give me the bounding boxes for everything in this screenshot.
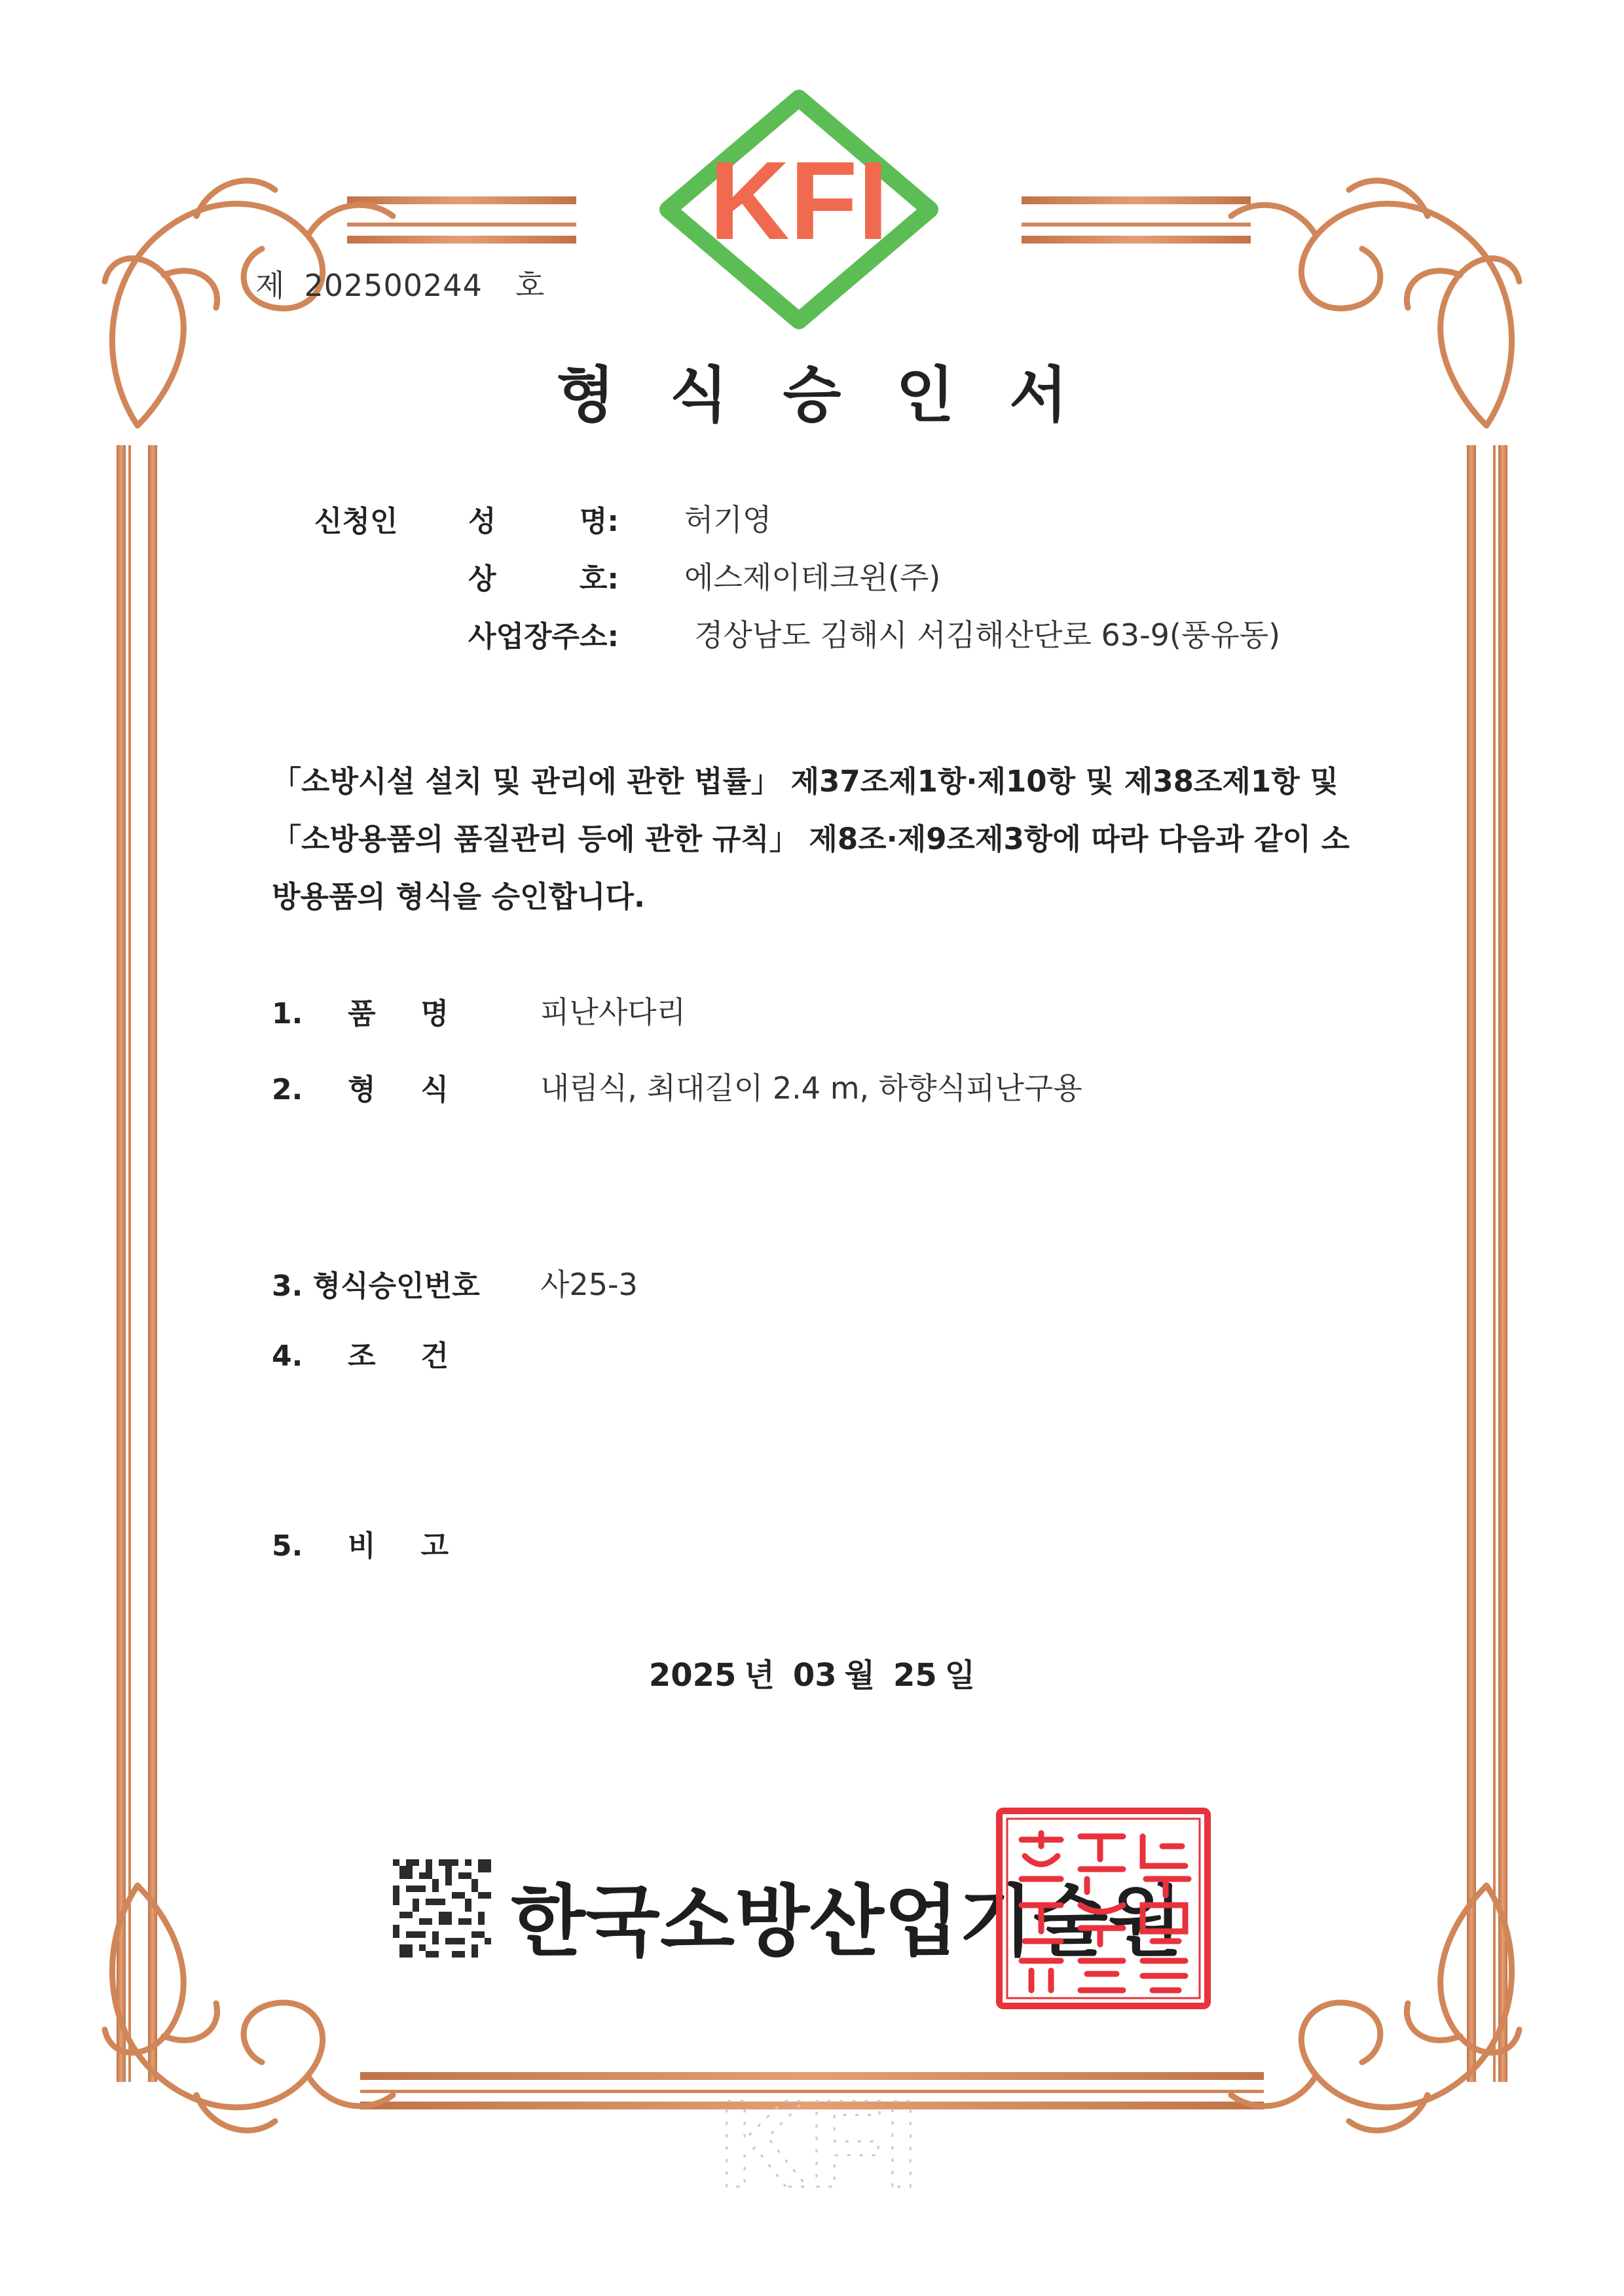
item-label-remarks: 5. 비 고 [272, 1529, 449, 1563]
right-inner-rail [1467, 445, 1476, 2082]
right-outer-rail [1498, 445, 1507, 2082]
address-label: 사업장주소: [468, 620, 619, 653]
kfi-logo-text: KFI [709, 139, 889, 263]
embossed-kfi-text: KFI [718, 2082, 919, 2206]
company-label: 상 호: [468, 562, 619, 596]
approval-statement: 「소방시설 설치 및 관리에 관한 법률」 제37조제1항·제10항 및 제38조제1항 및 「소방용품의 품질관리 등에 관한 규칙」 제8조·제9조제3항에 따라 다음과 같이 소방용품의 형식을 승인합니다. [272, 764, 1350, 914]
bottom-rail [360, 2072, 1264, 2080]
issuing-organization: 한국소방산업기술원 [511, 1876, 1183, 1967]
date-year: 2025 [648, 1657, 737, 1694]
certificate-number-prefix: 제 [255, 268, 285, 303]
item-label-approval-number: 3. 형식승인번호 [272, 1269, 480, 1303]
item-label-conditions: 4. 조 건 [272, 1339, 449, 1373]
left-outer-rail [117, 445, 126, 2082]
left-inner-rail [148, 445, 157, 2082]
name-value: 허기영 [684, 502, 772, 538]
date-month: 03 [792, 1657, 837, 1694]
top-left-rail [347, 196, 576, 204]
document-title: 형식승인서 [556, 360, 1123, 430]
certificate-number-suffix: 호 [515, 268, 545, 303]
item-label-model-type: 2. 형 식 [272, 1073, 449, 1106]
address-value: 경상남도 김해시 서김해산단로 63-9(풍유동) [694, 617, 1281, 653]
verification-qr-code [393, 1859, 491, 1958]
item-value-approval-number: 사25-3 [540, 1267, 638, 1302]
company-value: 에스제이테크윈(주) [684, 560, 941, 595]
item-label-product-name: 1. 품 명 [272, 997, 449, 1030]
certificate-number-value: 202500244 [304, 268, 483, 303]
date-year-unit: 년 [744, 1657, 775, 1694]
item-value-model-type: 내림식, 최대길이 2.4 m, 하향식피난구용 [540, 1070, 1082, 1106]
date-day-unit: 일 [944, 1657, 976, 1694]
date-month-unit: 월 [844, 1657, 875, 1694]
kfi-logo [655, 85, 943, 334]
item-value-product-name: 피난사다리 [540, 994, 686, 1030]
certificate-number [255, 262, 544, 305]
issue-date [0, 1650, 1624, 1695]
official-seal [995, 1807, 1211, 2010]
name-label: 성 명: [468, 505, 619, 538]
embossed-kfi-mark [707, 2082, 930, 2206]
date-day: 25 [893, 1657, 937, 1694]
top-right-rail [1022, 196, 1251, 204]
applicant-section-label: 신청인 [314, 505, 398, 538]
